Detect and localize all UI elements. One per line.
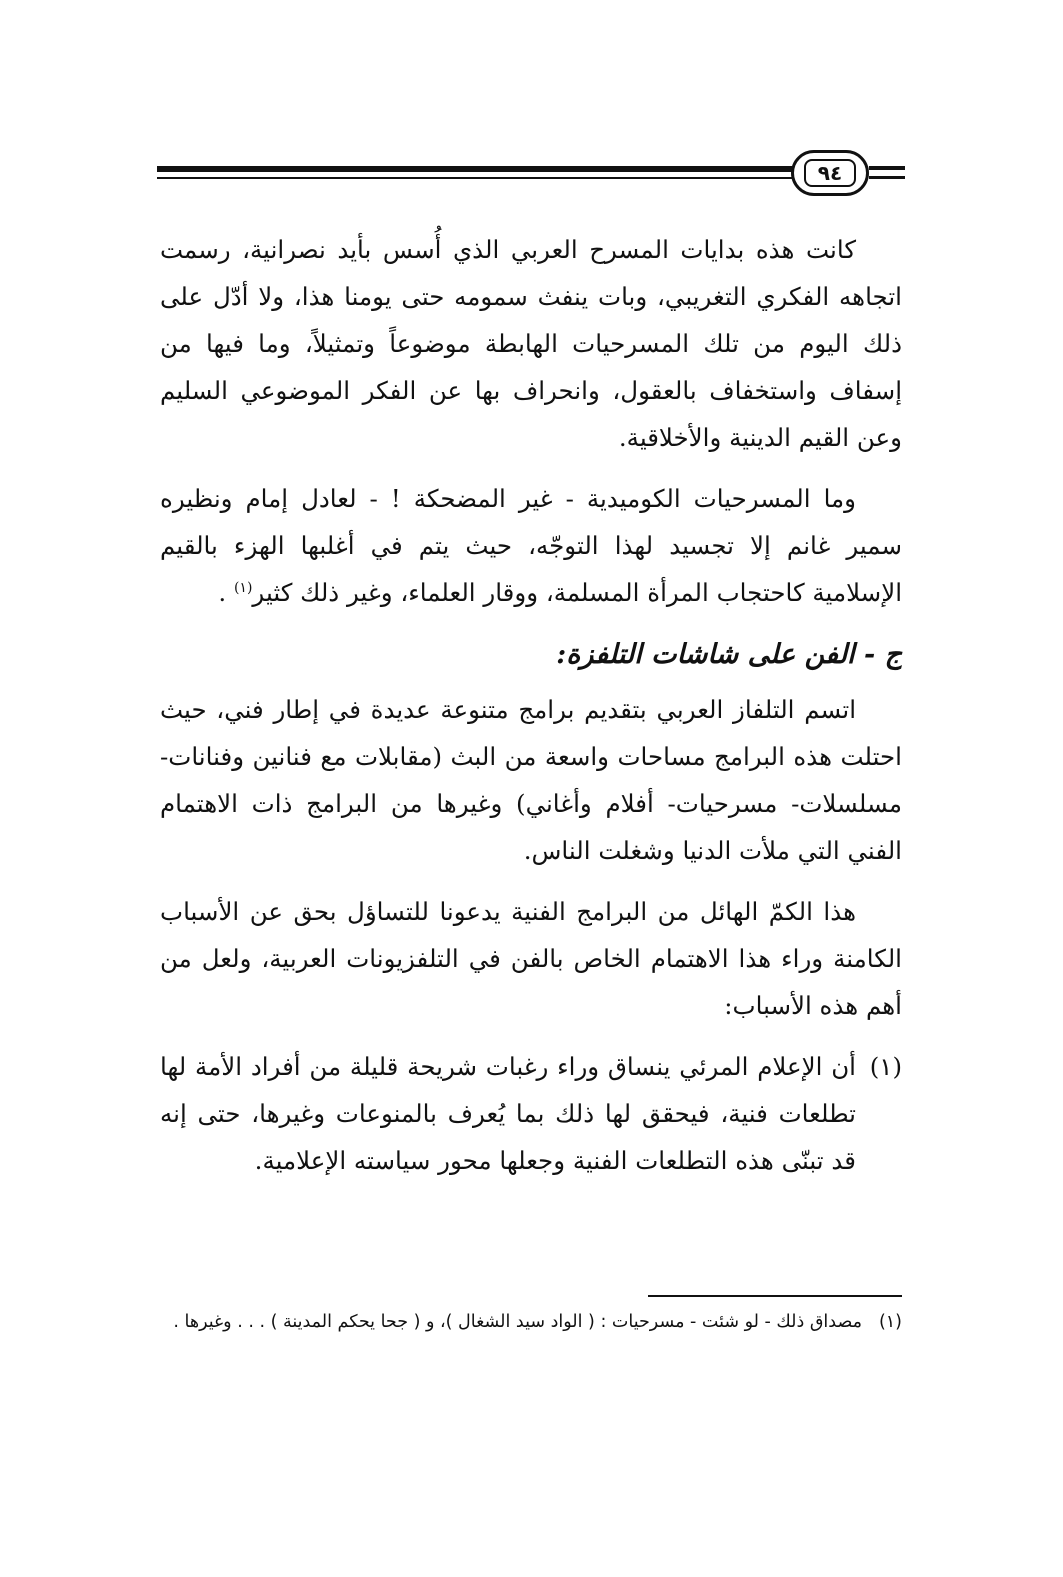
page-number: ٩٤ xyxy=(817,161,843,185)
header-rule-thick xyxy=(157,166,851,172)
footnote-reference: (١) xyxy=(233,579,253,596)
paragraph-text: وما المسرحيات الكوميدية - غير المضحكة ! - لعادل إمام ونظيره سمير غانم إلا تجسيد لهذا التوجّه، حيث يتم في أغلبها الهزء بالقيم الإسلامية كاحتجاب المرأة المسلمة، ووقار العلماء، وغير ذلك كثير xyxy=(160,484,902,607)
header-tail-rule-bottom xyxy=(869,176,905,179)
paragraph xyxy=(160,475,902,616)
paragraph-text: اتسم التلفاز العربي بتقديم برامج متنوعة عديدة في إطار فني، حيث احتلت هذه البرامج مساحات واسعة من البث (مقابلات مع فنانين وفنانات- مسلسلات- مسرحيات- أفلام وأغاني) وغيرها من البرامج ذات الاهتمام الفني التي ملأت الدنيا وشغلت الناس. xyxy=(160,695,902,865)
header-tail-rule-top xyxy=(869,166,905,170)
paragraph-end-mark: . xyxy=(218,578,227,607)
footnote-number: (١) xyxy=(878,1312,902,1332)
page-header xyxy=(157,150,907,198)
header-rule-thin xyxy=(157,177,851,179)
footnote-text: مصداق ذلك - لو شئت - مسرحيات : ( الواد سيد الشغال )، و ( جحا يحكم المدينة ) . . . وغيرها . xyxy=(173,1312,862,1332)
paragraph xyxy=(160,888,902,1029)
paragraph-text: هذا الكمّ الهائل من البرامج الفنية يدعونا للتساؤل بحق عن الأسباب الكامنة وراء هذا الاهتمام الخاص بالفن في التلفزيونات العربية، ولعل من أهم هذه الأسباب: xyxy=(160,897,902,1020)
main-text xyxy=(160,226,902,1184)
list-item-number: (١) xyxy=(869,1052,902,1081)
paragraph-text: كانت هذه بدايات المسرح العربي الذي أُسس بأيد نصرانية، رسمت اتجاهه الفكري التغريبي، وبات ينفث سمومه حتى يومنا هذا، ولا أدّل على ذلك اليوم من تلك المسرحيات الهابطة موضوعاً وتمثيلاً، وما فيها من إسفاف واستخفاف بالعقول، وانحراف بها عن الفكر الموضوعي السليم وعن القيم الدينية والأخلاقية. xyxy=(160,235,902,452)
footnote-row xyxy=(160,1306,902,1339)
paragraph xyxy=(160,686,902,874)
footnote xyxy=(160,1306,902,1339)
list-item-text: أن الإعلام المرئي ينساق وراء رغبات شريحة قليلة من أفراد الأمة لها تطلعات فنية، فيحقق لها ذلك بما يُعرف بالمنوعات وغيرها، حتى إنه قد تبنّى هذه التطلعات الفنية وجعلها محور سياسته الإعلامية. xyxy=(160,1052,856,1175)
section-heading: ج - الفن على شاشات التلفزة: xyxy=(556,639,902,670)
list-item xyxy=(160,1043,902,1184)
page-number-frame xyxy=(804,159,856,187)
footnote-separator xyxy=(648,1295,902,1297)
paragraph xyxy=(160,226,902,461)
page-number-badge xyxy=(791,150,869,196)
